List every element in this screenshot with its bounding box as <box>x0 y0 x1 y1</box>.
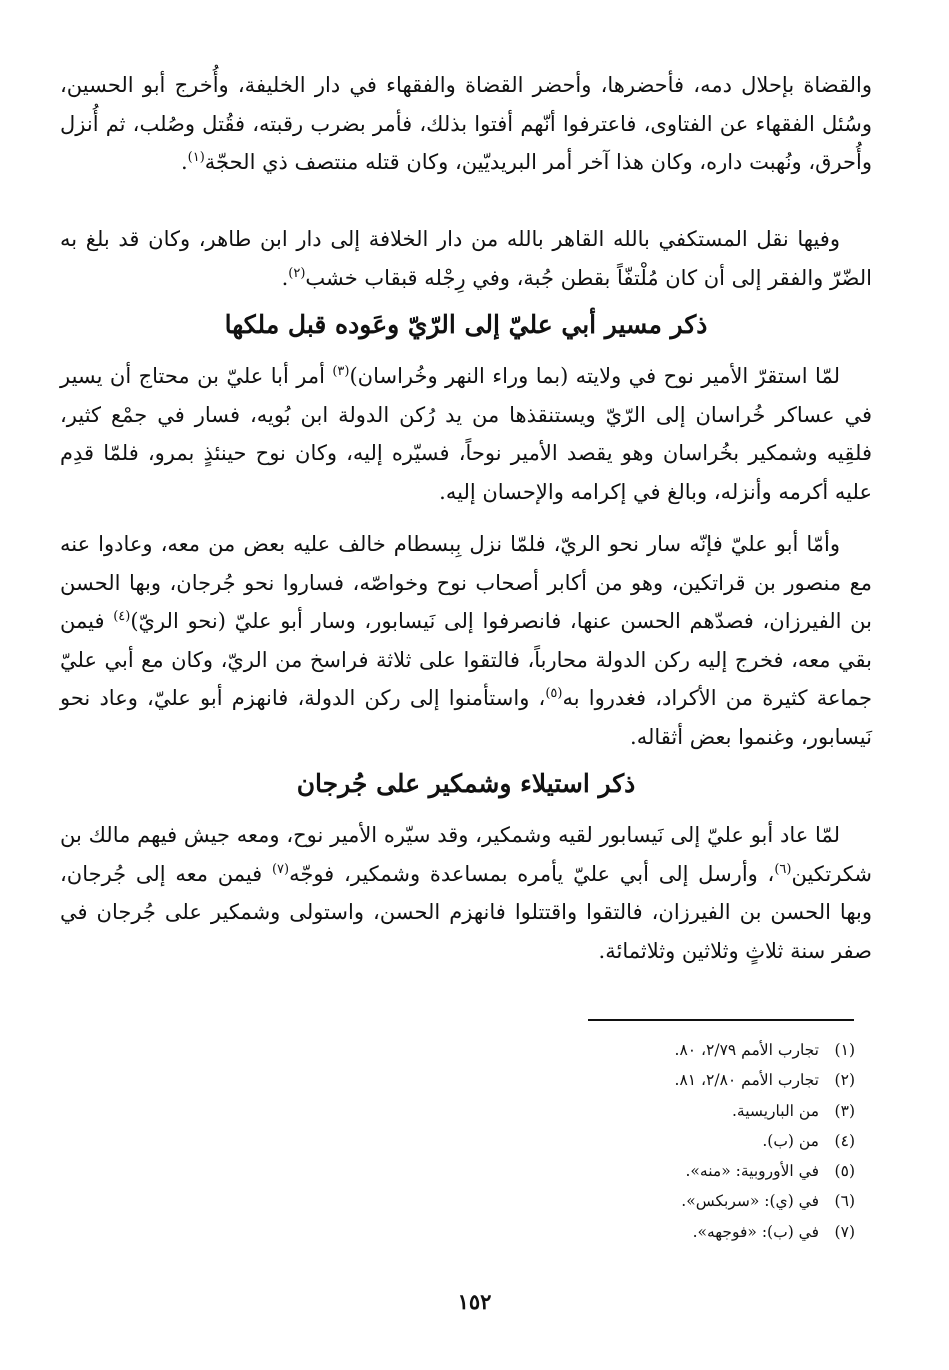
footnote-number: (٣) <box>834 1101 855 1120</box>
section-heading: ذكر مسير أبي عليّ إلى الرّيّ وعَوده قبل ملكها <box>224 310 708 339</box>
footnote-marker: (٦) <box>774 861 792 877</box>
footnotes <box>400 1035 855 1247</box>
footnote-text: من الباريسية. <box>732 1101 819 1120</box>
footnote-item <box>400 1096 855 1126</box>
footnote-number: (١) <box>834 1041 855 1059</box>
footnote-item <box>400 1126 855 1156</box>
section-heading: ذكر استيلاء وشمكير على جُرجان <box>296 769 636 798</box>
paragraph-text: . <box>281 265 289 290</box>
footnote-text: في (ب): «فوجهه». <box>692 1222 819 1241</box>
footnote-marker: (٣) <box>332 364 350 379</box>
paragraph-text: فيمن معه إلى جُرجان، وبها الحسن بن الفيرزان، فالتقوا واقتتلوا فانهزم الحسن، واستولى وشمكير على جُرجان في صفر سنة ثلاثٍ وثلاثين وثلاثمائة. <box>60 861 872 963</box>
footnote-number: (٢) <box>834 1071 855 1090</box>
paragraph-text: وفيها نقل المستكفي بالله القاهر بالله من دار الخلافة إلى دار ابن طاهر، وكان قد بلغ به الضّرّ والفقر إلى أن كان مُلْتفّاً بقطن جُبة، وفي رِجْله قبقاب خشب <box>60 227 872 290</box>
footnote-text: في الأوروبية: «منه». <box>685 1162 819 1181</box>
paragraph <box>60 66 872 220</box>
footnote-item <box>400 1156 855 1186</box>
footnote-item <box>400 1035 855 1065</box>
paragraph <box>60 220 872 297</box>
footnote-text: تجارب الأمم ٢/٨٠، ٨١. <box>674 1071 819 1090</box>
page-number: ١٥٢ <box>457 1289 492 1314</box>
footnote-item <box>400 1186 855 1216</box>
footnote-number: (٦) <box>834 1192 855 1211</box>
paragraph <box>60 816 872 970</box>
paragraph-text: أمر أبا عليّ بن محتاج أن يسير في عساكر خُراسان إلى الرّيّ ويستنقذها من يد رُكن الدولة ابن بُويه، فسار في جمْع كثير، فلقِيه وشمكير بخُراسان وهو يقصد الأمير نوحاً، فسيّره إليه، وكان نوح حينئذٍ بمرو، فلمّا قدِم عليه أكرمه وأنزله، وبالغ في إكرامه والإحسان إليه. <box>60 364 872 504</box>
paragraph-text: لمّا عاد أبو عليّ إلى نَيسابور لقيه وشمكير، وقد سيّره الأمير نوح، ومعه جيش فيهم مالك بن شكرتكين <box>60 823 872 886</box>
footnote-marker: (٧) <box>271 861 290 877</box>
footnote-marker: (٢) <box>288 265 306 281</box>
footnote-item <box>400 1217 855 1247</box>
footnote-number: (٧) <box>834 1222 855 1241</box>
paragraph-text: ، وأرسل إلى أبي عليّ يأمره بمساعدة وشمكير، فوجّه <box>289 861 775 886</box>
paragraph <box>60 525 872 756</box>
paragraph-text: لمّا استقرّ الأمير نوح في ولايته (بما وراء النهر وخُراسان) <box>349 364 840 388</box>
paragraph-text: . <box>180 150 188 174</box>
footnote-marker: (٥) <box>545 686 563 701</box>
footnote-text: في (ي): «سربكس». <box>681 1192 819 1211</box>
footnote-item <box>400 1065 855 1095</box>
footnote-marker: (٤) <box>113 609 131 624</box>
paragraph-text: والقضاة بإحلال دمه، فأحضرها، وأحضر القضاة والفقهاء في دار الخليفة، وأُخرج أبو الحسين، وسُئل الفقهاء عن الفتاوى، فاعترفوا أنّهم أفتوا بذلك، فأمر بضرب رقبته، فقُتل وصُلب، ثم أُنزل وأُحرق، ونُهبت داره، وكان هذا آخر أمر البريديّين، وكان قتله منتصف ذي الحجّة <box>60 73 872 174</box>
paragraph-text: ، واستأمنوا إلى ركن الدولة، فانهزم أبو عليّ، وعاد نحو نَيسابور، وغنموا بعض أثقاله. <box>60 686 872 749</box>
paragraph-text: فيمن بقي معه، فخرج إليه ركن الدولة محارباً، فالتقوا على ثلاثة فراسخ من الريّ، وكان مع أبي عليّ جماعة كثيرة من الأكراد، فغدروا به <box>60 609 873 710</box>
footnote-text: تجارب الأمم ٢/٧٩، ٨٠. <box>674 1041 819 1059</box>
footnote-divider <box>588 1019 854 1021</box>
main-text <box>60 66 872 970</box>
footnote-number: (٤) <box>834 1131 855 1150</box>
paragraph <box>60 357 872 511</box>
footnote-number: (٥) <box>834 1162 855 1181</box>
footnote-marker: (١) <box>187 150 205 165</box>
paragraph-text: وأمّا أبو عليّ فإنّه سار نحو الريّ، فلمّا نزل بِبسطام خالف عليه بعض من معه، وعادوا عنه مع منصور بن قراتكين، وهو من أكابر أصحاب نوح وخواصّه، فساروا نحو جُرجان، وبها الحسن بن الفيرزان، فصدّهم الحسن عنها، فانصرفوا إلى نَيسابور، وسار أبو عليّ (نحو الريّ) <box>60 532 872 633</box>
footnote-text: من (ب). <box>762 1131 819 1150</box>
